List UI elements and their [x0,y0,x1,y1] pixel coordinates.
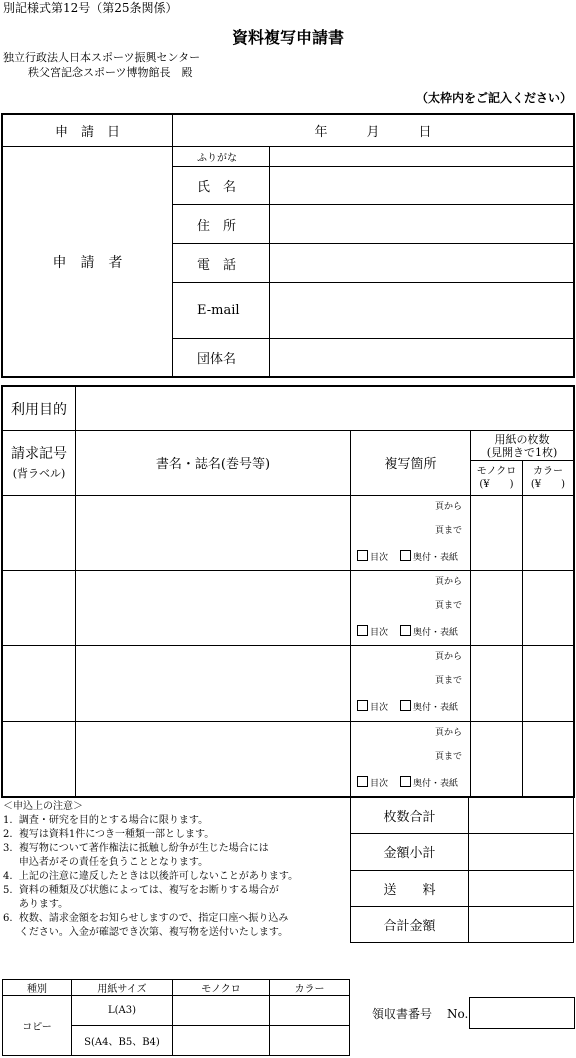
toc-checkbox[interactable] [357,625,368,636]
request-row [3,721,574,796]
notes-block [3,800,298,940]
receipt-label: 領収書番号 [372,1007,433,1021]
color-label: カラー [533,465,563,477]
note-item: 1. 調査・研究を目的とする場合に限ります。 [3,815,209,826]
totals-table [350,797,574,943]
postage-field[interactable] [469,870,574,906]
callno-field[interactable] [3,570,76,645]
color-count-field[interactable] [523,646,574,721]
callno-label: 請求記号 [11,445,67,462]
color-count-field[interactable] [523,570,574,645]
email-label: E-mail [173,282,270,338]
copy-options [357,776,458,789]
address-label: 住 所 [173,205,270,244]
note-item: 3. 複写物について著作権法に抵触し紛争が生じた場合には [3,843,269,854]
purpose-label: 利用目的 [3,387,76,431]
addressee-line-1: 独立行政法人日本スポーツ振興センター [3,51,201,64]
toc-checkbox[interactable] [357,776,368,787]
callno-field[interactable] [3,495,76,570]
page-from-label: 頁から [434,501,462,512]
sheets-total-field[interactable] [469,798,574,834]
color-count-field[interactable] [523,721,574,796]
note-item: 申込者がその責任を負うこととなります。 [3,857,209,868]
page-to-label: 頁まで [434,751,462,762]
callno-field[interactable] [3,646,76,721]
fee-mono-s [173,1026,270,1056]
colophon-label: 奥付・表紙 [413,552,459,563]
note-item: 4. 上記の注意に違反したときは以後許可しないことがあります。 [3,871,299,882]
postage-label: 送 料 [351,870,469,906]
fee-col-color: カラー [270,980,350,996]
colophon-label: 奥付・表紙 [413,778,459,789]
callno-field[interactable] [3,721,76,796]
phone-field[interactable] [270,244,574,282]
applicant-table [2,114,574,377]
page-to-label: 頁まで [434,676,462,687]
mono-header [471,461,523,495]
book-title-field[interactable] [76,721,351,796]
toc-label: 目次 [370,778,389,789]
request-row [3,646,574,721]
apply-date-field[interactable]: 年 月 日 [173,115,574,147]
colophon-checkbox[interactable] [400,776,411,787]
org-label: 団体名 [173,338,270,376]
copy-range-header: 複写箇所 [351,431,471,495]
instruction-text: （太枠内をご記入ください） [415,91,572,105]
sheets-total-label: 枚数合計 [351,798,469,834]
fee-col-mono: モノクロ [173,980,270,996]
copy-options [357,625,458,638]
furigana-label: ふりがな [173,147,270,167]
copy-range-cell [351,570,471,645]
amount-subtotal-label: 金額小計 [351,834,469,870]
fee-col-size: 用紙サイズ [72,980,173,996]
fee-mono-l [173,996,270,1026]
fee-size-s: S(A4、B5、B4) [72,1026,173,1056]
toc-label: 目次 [370,627,389,638]
addressee-line-2: 秩父宮記念スポーツ博物館長 殿 [28,66,193,79]
page-from-label: 頁から [434,727,462,738]
toc-label: 目次 [370,552,389,563]
callno-sublabel: (背ラベル) [12,467,66,481]
copy-options [357,550,458,563]
request-row [3,570,574,645]
mono-count-field[interactable] [471,721,523,796]
form-number: 別記様式第12号（第25条関係） [3,1,178,15]
fee-size-l: L(A3) [72,996,173,1026]
mono-count-field[interactable] [471,570,523,645]
receipt-no-label: No. [447,1007,469,1021]
purpose-field[interactable] [76,387,574,431]
note-item: 2. 複写は資料1件につき一種類一部とします。 [3,829,215,840]
name-field[interactable] [270,167,574,205]
toc-checkbox[interactable] [357,550,368,561]
page-to-label: 頁まで [434,525,462,536]
book-title-field[interactable] [76,495,351,570]
fee-type-copy: コピー [3,996,72,1056]
book-title-field[interactable] [76,646,351,721]
colophon-checkbox[interactable] [400,700,411,711]
receipt-number-field[interactable] [469,997,575,1029]
copy-range-cell [351,495,471,570]
fee-color-s [270,1026,350,1056]
toc-label: 目次 [370,703,389,714]
book-title-header: 書名・誌名(巻号等) [76,431,351,495]
copy-range-cell [351,646,471,721]
copy-options [357,700,458,713]
toc-checkbox[interactable] [357,700,368,711]
page-from-label: 頁から [434,576,462,587]
notes-heading: ＜申込上の注意＞ [3,801,83,812]
page-title: 資料複写申請書 [231,28,344,47]
org-field[interactable] [270,338,574,376]
mono-count-field[interactable] [471,646,523,721]
fee-color-l [270,996,350,1026]
color-header [523,461,574,495]
applicant-label: 申 請 者 [3,147,173,377]
page-to-label: 頁まで [434,600,462,611]
mono-price: (¥ ) [479,478,514,490]
colophon-label: 奥付・表紙 [413,703,459,714]
email-field[interactable] [270,282,574,338]
colophon-checkbox[interactable] [400,550,411,561]
copy-range-cell [351,721,471,796]
note-item: 6. 枚数、請求金額をお知らせしますので、指定口座へ振り込み [3,913,289,924]
mono-count-field[interactable] [471,495,523,570]
book-title-field[interactable] [76,570,351,645]
color-count-field[interactable] [523,495,574,570]
sheets-label: 用紙の枚数 [494,432,550,446]
color-price: (¥ ) [530,478,566,490]
note-item: あります。 [3,899,69,910]
callno-header [3,431,76,495]
name-label: 氏 名 [173,167,270,205]
address-field[interactable] [270,205,574,244]
grand-total-label: 合計金額 [351,906,469,942]
colophon-checkbox[interactable] [400,625,411,636]
amount-subtotal-field[interactable] [469,834,574,870]
page-from-label: 頁から [434,652,462,663]
colophon-label: 奥付・表紙 [413,627,459,638]
mono-label: モノクロ [476,465,517,477]
request-table [2,386,574,797]
request-row [3,495,574,570]
fee-table [2,979,350,1056]
phone-label: 電 話 [173,244,270,282]
fee-col-type: 種別 [3,980,72,996]
note-item: 5. 資料の種類及び状態によっては、複写をお断りする場合が [3,885,279,896]
apply-date-label: 申 請 日 [3,115,173,147]
sheets-header [471,431,574,461]
note-item: ください。入金が確認でき次第、複写物を送付いたします。 [3,927,289,938]
sheets-sublabel: (見開きで1枚) [486,445,558,459]
furigana-field[interactable] [270,147,574,167]
grand-total-field[interactable] [469,906,574,942]
